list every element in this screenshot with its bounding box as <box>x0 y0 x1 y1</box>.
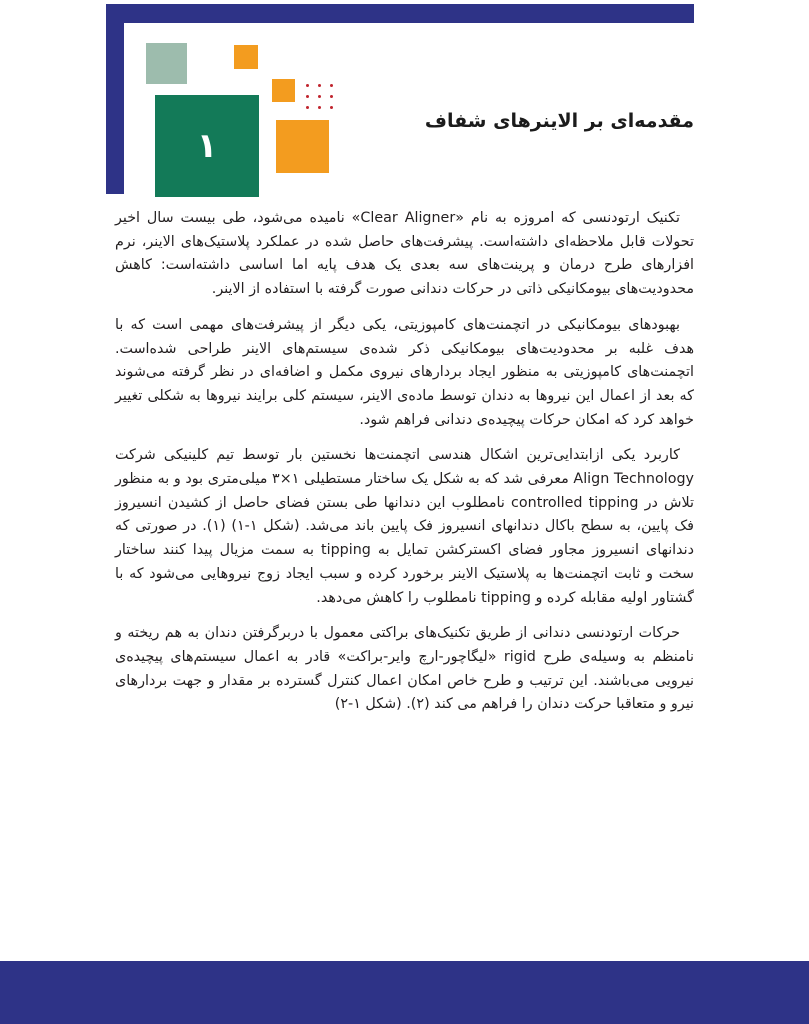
dot <box>330 84 333 87</box>
dot <box>306 106 309 109</box>
dot <box>330 95 333 98</box>
header-frame-top-bar <box>106 4 694 23</box>
dot <box>306 95 309 98</box>
paragraph-2: بهبودهای بیومکانیکی در اتچمنت‌های کامپوزیتی، یکی دیگر از پیشرفت‌های مهمی است که با هدف غلبه بر محدودیت‌های بیومکانیکی ذکر شده‌ی سیستم‌های الاینر طراحی شده‌است. اتچمنت‌های کامپوزیتی به منظور ایجاد بردارهای نیروی مکمل و اضافه‌ای در نظر گرفته می‌شوند که بعد از اعمال این نیروها به دندان توسط ماده‌ی الاینر، سیستم کلی برایند نیروها به شکلی تغییر خواهد کرد که امکان حرکات پیچیده‌ی دندانی فراهم شود. <box>115 316 694 428</box>
body-text <box>115 207 694 729</box>
paragraph-3: کاربرد یکی ازابتدایی‌ترین اشکال هندسی اتچمنت‌ها نخستین بار توسط تیم کلینیکی شرکت Align Technology معرفی شد که به شکل یک ساختار مستطیلی ۱×۳ میلی‌متری بود و به منظور تلاش در controlled tipping نامطلوب این دندانها طی بستن فضای حاصل از کشیدن انسیروز فک پایین، به سطح باکال دندانهای انسیروز فک پایین باند می‌شد. (شکل ۱-۱) (۱). در صورتی که دندانهای انسیروز مجاور فضای اکسترکشن تمایل به tipping به سمت مزیال پیدا کنند ساختار سخت و ثابت اتچمنت‌ها به پلاستیک الاینر برخورد کرده و سبب ایجاد زوج نیروهایی می‌شود که با گشتاور اولیه مقابله کرده و tipping نامطلوب را کاهش می‌دهد. <box>115 447 694 606</box>
dot <box>318 84 321 87</box>
paragraph-4: حرکات ارتودنسی دندانی از طریق تکنیک‌های براکتی معمول با دربرگرفتن دندان به هم ریخته و نامنظم به وسیله‌ی طرح rigid «لیگاچور-ارچ وایر-براکت» قادر به اعمال سیستم‌های پیچیده‌ی نیرویی می‌باشند. این ترتیب و طرح خاص امکان اعمال کنترل گسترده بر مقدار و جهت بردارهای نیرو و متعاقبا حرکت دندان را فراهم می کند (۲). (شکل ۱-۲) <box>115 625 695 713</box>
decorative-medium-orange-square <box>272 79 295 102</box>
dot <box>330 106 333 109</box>
footer-band <box>0 961 809 1024</box>
decorative-dot-grid <box>306 84 334 112</box>
paragraph-1: تکنیک ارتودنسی که امروزه به نام «Clear Aligner» نامیده می‌شود، طی بیست سال اخیر تحولات قابل ملاحظه‌ای داشته‌است. پیشرفت‌های حاصل شده در عملکرد پلاستیک‌های الاینر، نرم افزارهای طرح درمان و پرینت‌های سه بعدی یک هدف پایه اما اساسی داشته‌است: کاهش محدودیت‌های بیومکانیکی ذاتی در حرکات دندانی صورت گرفته با استفاده از الاینر. <box>115 210 694 298</box>
chapter-number-box <box>155 95 259 197</box>
decorative-large-orange-square <box>276 120 329 173</box>
chapter-title: مقدمه‌ای بر الاینرهای شفاف <box>424 110 694 132</box>
dot <box>306 84 309 87</box>
decorative-gray-square <box>146 43 187 84</box>
dot <box>318 95 321 98</box>
decorative-small-orange-square <box>234 45 258 69</box>
header-frame-left-bar <box>106 4 124 194</box>
chapter-number: ۱ <box>196 126 218 166</box>
dot <box>318 106 321 109</box>
